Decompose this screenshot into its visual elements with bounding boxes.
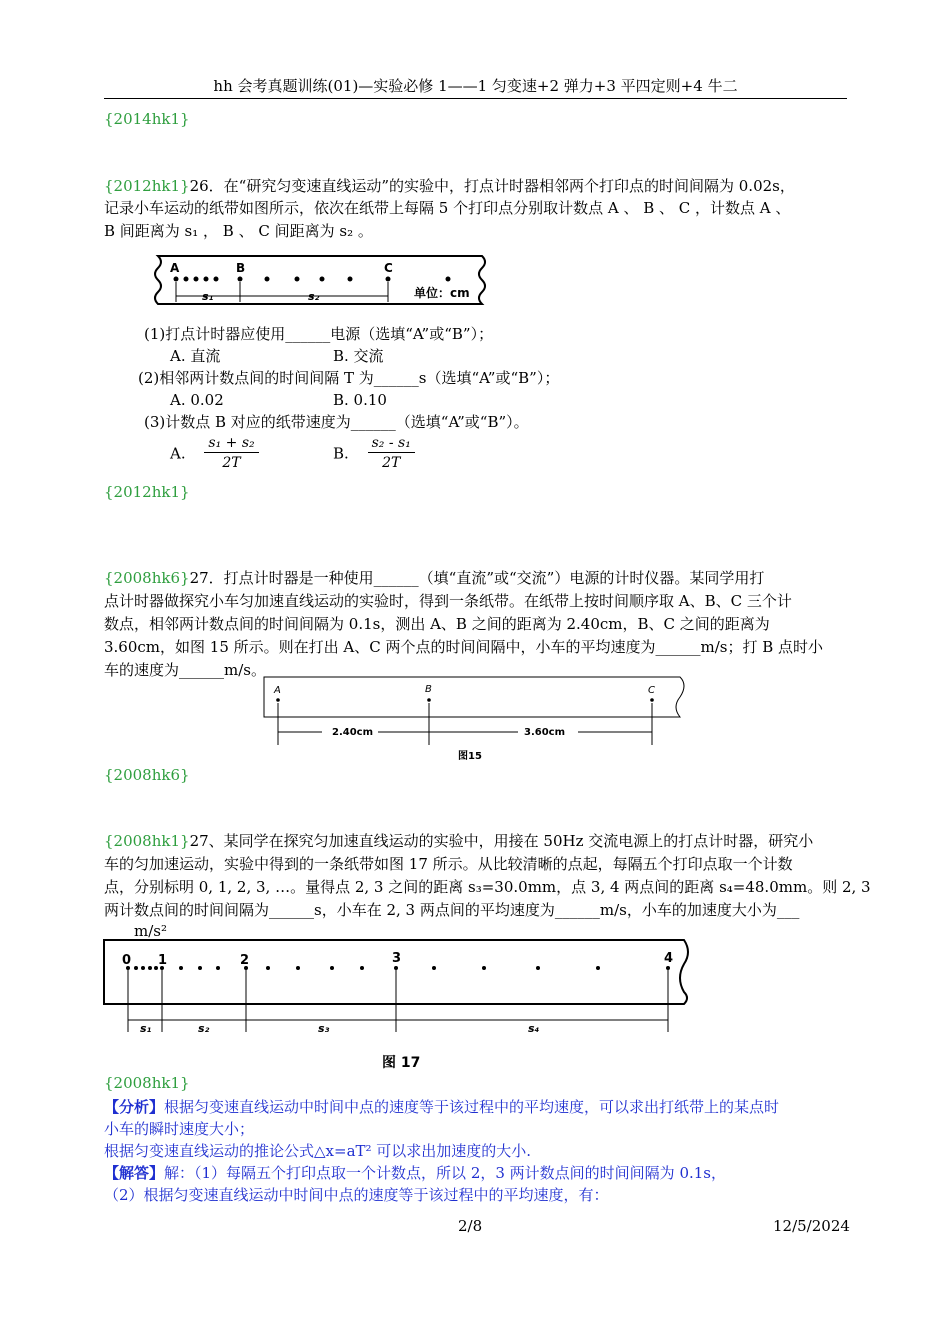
label-B: B	[425, 684, 432, 695]
label-s4: s₄	[528, 1022, 540, 1035]
tape-dot	[596, 966, 600, 970]
label-0: 0	[122, 953, 132, 968]
q27b-line1: {2008hk1}27、某同学在探究匀加速直线运动的实验中，用接在 50Hz 交流电源上的打点计时器，研究小	[104, 832, 814, 850]
label-1: 1	[158, 953, 168, 968]
tape-dot	[198, 966, 202, 970]
tape-dot	[184, 277, 189, 282]
q26-sub2: (2)相邻两计数点间的时间间隔 T 为______s（选填“A”或“B”）；	[138, 369, 560, 387]
fraction-b: $\frac{\text{s₂ - s₁}}{2T}$	[368, 434, 415, 473]
q27b-line5: ____m/s²	[104, 922, 167, 940]
label-s2: s₂	[308, 290, 320, 303]
tag-2014hk1: {2014hk1}	[104, 110, 190, 128]
q26-tag: {2012hk1}	[104, 177, 190, 195]
q27b-line3: 点，分别标明 0, 1, 2, 3, …。量得点 2, 3 之间的距离 s₃=30.0mm，点 3, 4 两点间的距离 s₄=48.0mm。则 2, 3	[104, 878, 871, 896]
q26-line2: 记录小车运动的纸带如图所示，依次在纸带上每隔 5 个打印点分别取计数点 A 、 B 、 C ，计数点 A 、	[104, 199, 791, 217]
label-s1: s₁	[202, 290, 214, 303]
q27a-line4: 3.60cm，如图 15 所示。则在打出 A、C 两个点的时间间隔中，小车的平均速度为______m/s；打 B 点时小	[104, 638, 824, 656]
q27b-line2: 车的匀加速运动，实验中得到的一条纸带如图 17 所示。从比较清晰的点起，每隔五个打印点取一个计数	[104, 855, 793, 873]
tape-dot	[330, 966, 334, 970]
tape-dot	[432, 966, 436, 970]
label-s2: s₂	[198, 1022, 210, 1035]
q26-sub1-option-b: B. 交流	[333, 347, 384, 365]
q27a-tag: {2008hk6}	[104, 569, 190, 587]
label-s1: s₁	[140, 1022, 152, 1035]
unit-label: 单位：cm	[414, 286, 470, 300]
tape-dot	[295, 277, 300, 282]
tape-dot	[238, 277, 243, 282]
q26-sub3-option-b: B. $\frac{\text{s₂ - s₁}}{2T}$	[333, 434, 415, 473]
analysis-line2: 小车的瞬时速度大小；	[104, 1120, 255, 1138]
label-s3: s₃	[318, 1022, 330, 1035]
q27a-tape-figure	[262, 675, 692, 767]
tape-dot	[214, 277, 219, 282]
q27a-line1: {2008hk6}27．打点计时器是一种使用______（填“直流”或“交流”）电源的计时仪器。某同学用打	[104, 569, 765, 587]
tape-dot	[482, 966, 486, 970]
q26-tape-figure	[150, 252, 490, 310]
tape-dot	[446, 277, 451, 282]
q26-line1: {2012hk1}26．在“研究匀变速直线运动”的实验中，打点计时器相邻两个打印点的时间间隔为 0.02s，	[104, 177, 795, 195]
tape-dot	[666, 966, 670, 970]
analysis-line3: 根据匀变速直线运动的推论公式△x=aT² 可以求出加速度的大小.	[104, 1142, 532, 1160]
answer-label: 【解答】	[104, 1164, 165, 1182]
label-2.40cm: 2.40cm	[332, 727, 374, 738]
q27b-end-tag: {2008hk1}	[104, 1074, 190, 1092]
q26-sub1-option-a: A. 直流	[170, 347, 221, 365]
tape-dot	[386, 277, 391, 282]
q27a-line3: 数点，相邻两计数点间的时间间隔为 0.1s，测出 A、B 之间的距离为 2.40cm，B、C 之间的距离为	[104, 615, 770, 633]
tape-dot	[650, 698, 654, 702]
label-B: B	[236, 261, 246, 275]
label-2: 2	[240, 953, 250, 968]
tape-dot	[148, 966, 152, 970]
q26-end-tag: {2012hk1}	[104, 483, 190, 501]
analysis-label: 【分析】	[104, 1098, 165, 1116]
label-A: A	[170, 261, 180, 275]
page-number: 2/8	[458, 1217, 483, 1235]
q27b-line4: 两计数点间的时间间隔为______s，小车在 2, 3 两点间的平均速度为______m/s，小车的加速度大小为___	[104, 901, 800, 919]
tape-dot	[265, 277, 270, 282]
q26-sub2-option-b: B. 0.10	[333, 391, 387, 409]
q27b-tag: {2008hk1}	[104, 832, 190, 850]
answer-line1: 【解答】解：（1）每隔五个打印点取一个计数点，所以 2，3 两计数点间的时间间隔为 0.1s，	[104, 1164, 727, 1182]
tape-dot	[394, 966, 398, 970]
label-C: C	[648, 685, 655, 696]
tape-dot	[266, 966, 270, 970]
answer-line2: （2）根据匀变速直线运动中时间中点的速度等于该过程中的平均速度，有：	[104, 1186, 609, 1204]
label-3: 3	[392, 951, 402, 966]
q27b-tape-figure	[100, 934, 694, 1074]
tape-dot	[360, 966, 364, 970]
q26-sub2-option-a: A. 0.02	[170, 391, 224, 409]
q26-sub3: (3)计数点 B 对应的纸带速度为______（选填“A”或“B”）。	[144, 413, 529, 431]
tape-dot	[348, 277, 353, 282]
footer-date: 12/5/2024	[773, 1217, 850, 1235]
tape-dot	[427, 698, 431, 702]
q27a-line5: 车的速度为______m/s。	[104, 661, 266, 679]
figure-caption: 图15	[458, 751, 482, 762]
q27a-line2: 点计时器做探究小车匀加速直线运动的实验时，得到一条纸带。在纸带上按时间顺序取 A、B、C 三个计	[104, 592, 792, 610]
tape-dot	[276, 698, 280, 702]
fraction-a: $\frac{\text{s₁ + s₂}}{2T}$	[204, 434, 258, 473]
tape-dot	[134, 966, 138, 970]
q27a-end-tag: {2008hk6}	[104, 766, 190, 784]
label-3.60cm: 3.60cm	[524, 727, 566, 738]
tape-dot	[174, 277, 179, 282]
tape-dot	[296, 966, 300, 970]
label-A: A	[274, 685, 281, 696]
q26-line3: B 间距离为 s₁ ， B 、 C 间距离为 s₂ 。	[104, 222, 373, 240]
tape-dot	[194, 277, 199, 282]
q26-sub1: (1)打点计时器应使用______电源（选填“A”或“B”）；	[144, 325, 494, 343]
figure-caption: 图 17	[382, 1055, 421, 1071]
tape-dot	[536, 966, 540, 970]
analysis-line1: 【分析】根据匀变速直线运动中时间中点的速度等于该过程中的平均速度，可以求出打纸带上的某点时	[104, 1098, 780, 1116]
label-4: 4	[664, 951, 674, 966]
tape-dot	[179, 966, 183, 970]
page-header: hh 会考真题训练(01)—实验必修 1——1 匀变速+2 弹力+3 平四定则+4 牛二	[104, 76, 847, 99]
label-C: C	[384, 261, 393, 275]
tape-dot	[320, 277, 325, 282]
tape-dot	[141, 966, 145, 970]
tape-dot	[204, 277, 209, 282]
q26-sub3-option-a: A. $\frac{\text{s₁ + s₂}}{2T}$	[170, 434, 259, 473]
tape-dot	[216, 966, 220, 970]
